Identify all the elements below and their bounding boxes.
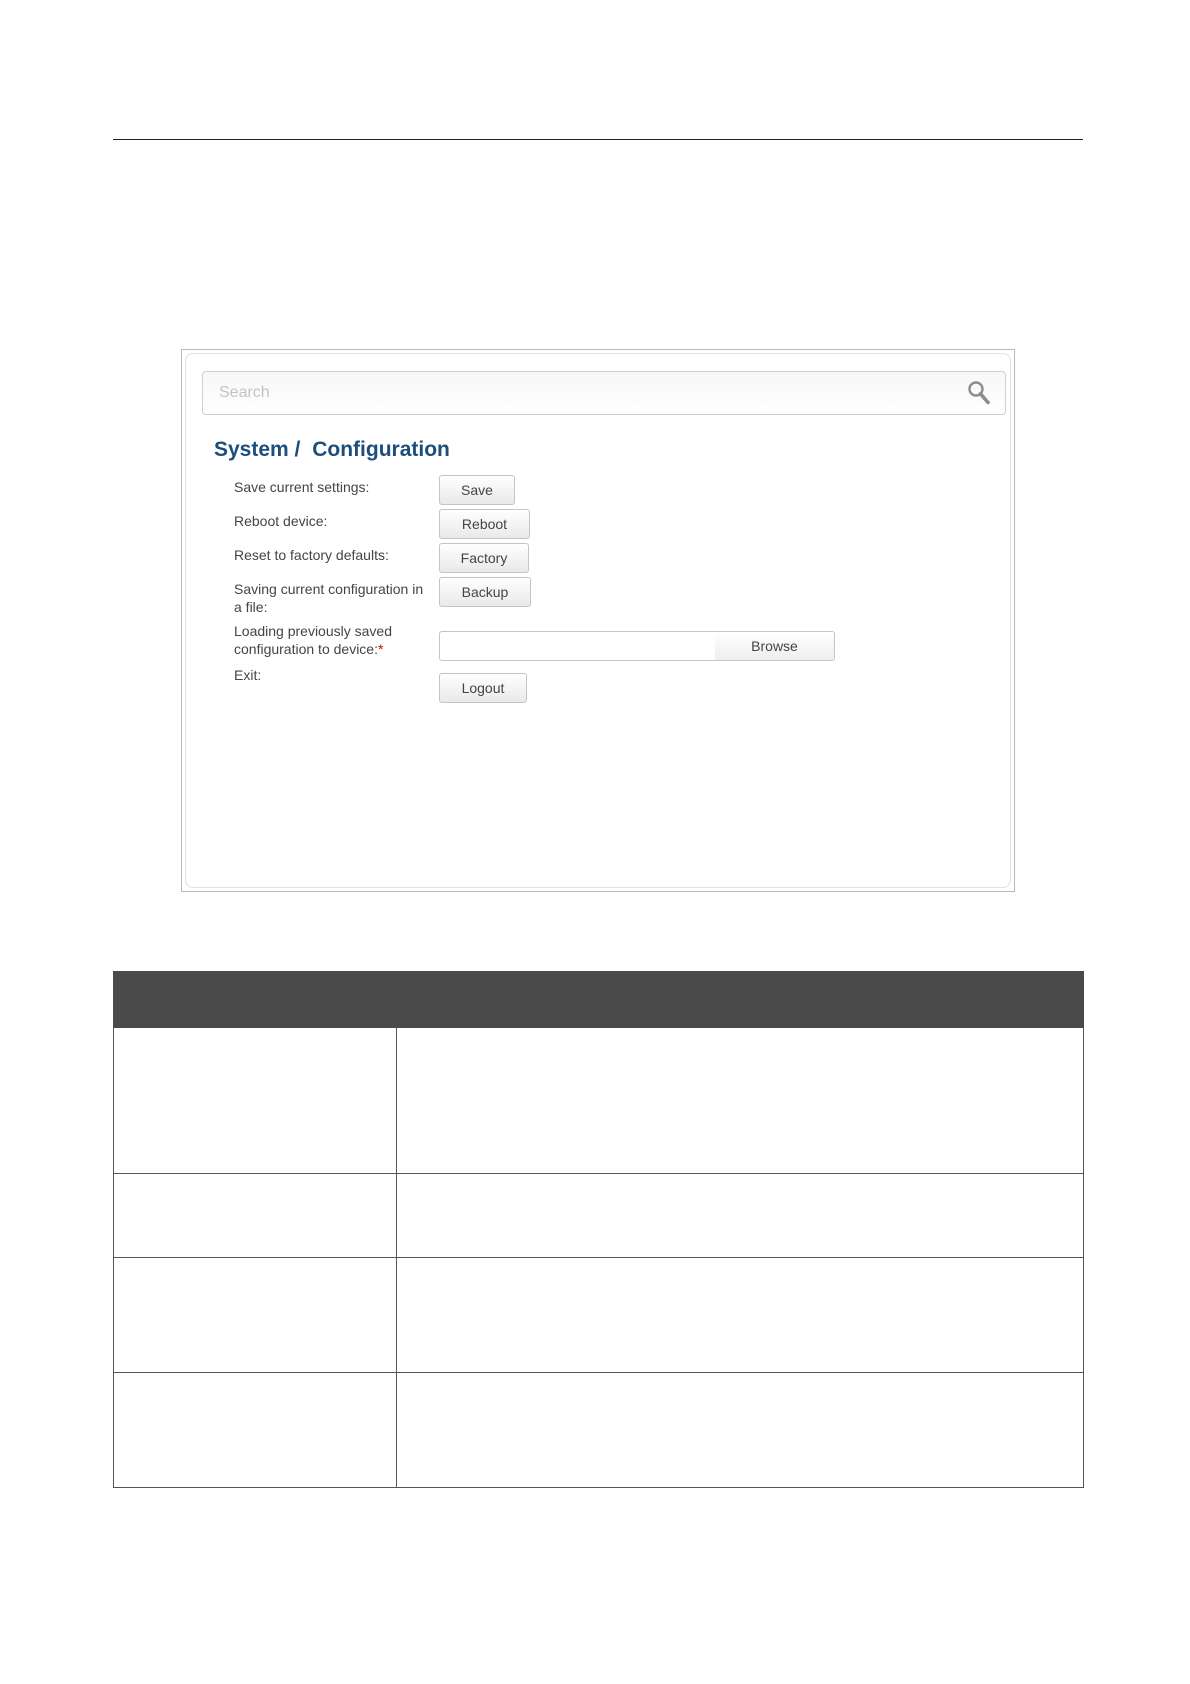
- backup-config-label: Saving current configuration in a file:: [234, 581, 424, 615]
- page-title: [214, 438, 456, 462]
- table-header-row: [114, 972, 1084, 1028]
- save-button[interactable]: Save: [439, 475, 515, 505]
- load-config-text: Loading previously saved configuration to device:: [234, 623, 392, 657]
- load-config-label: [234, 622, 434, 658]
- breadcrumb-system[interactable]: System /: [214, 438, 301, 461]
- table-cell: [397, 1174, 1084, 1258]
- table-cell: [397, 1258, 1084, 1373]
- table-cell: [114, 1373, 397, 1488]
- description-table: [113, 971, 1084, 1488]
- content-panel: [185, 353, 1011, 888]
- table-row: [114, 1174, 1084, 1258]
- table-cell: [114, 1258, 397, 1373]
- table-row: [114, 1258, 1084, 1373]
- table-header-cell: [397, 972, 1084, 1028]
- table-cell: [114, 1174, 397, 1258]
- search-icon[interactable]: [967, 380, 991, 406]
- file-path-field[interactable]: [440, 632, 716, 660]
- reboot-button[interactable]: Reboot: [439, 509, 530, 539]
- save-settings-label: Save current settings:: [234, 479, 370, 495]
- factory-button[interactable]: Factory: [439, 543, 529, 573]
- breadcrumb-configuration: Configuration: [312, 438, 450, 461]
- configuration-screenshot: [181, 349, 1015, 892]
- exit-label: Exit:: [234, 667, 262, 683]
- search-input[interactable]: [203, 372, 943, 414]
- browse-button[interactable]: Browse: [715, 632, 834, 660]
- table-row: [114, 1028, 1084, 1174]
- reboot-device-label: Reboot device:: [234, 513, 328, 529]
- logout-button[interactable]: Logout: [439, 673, 527, 703]
- table-cell: [397, 1028, 1084, 1174]
- table-cell: [397, 1373, 1084, 1488]
- factory-reset-label: Reset to factory defaults:: [234, 547, 389, 563]
- required-mark: *: [377, 641, 384, 657]
- table-cell: [114, 1028, 397, 1174]
- config-file-input[interactable]: [439, 631, 835, 661]
- search-bar: [202, 371, 1006, 415]
- table-row: [114, 1373, 1084, 1488]
- backup-button[interactable]: Backup: [439, 577, 531, 607]
- table-header-cell: [114, 972, 397, 1028]
- header-rule: [113, 139, 1083, 140]
